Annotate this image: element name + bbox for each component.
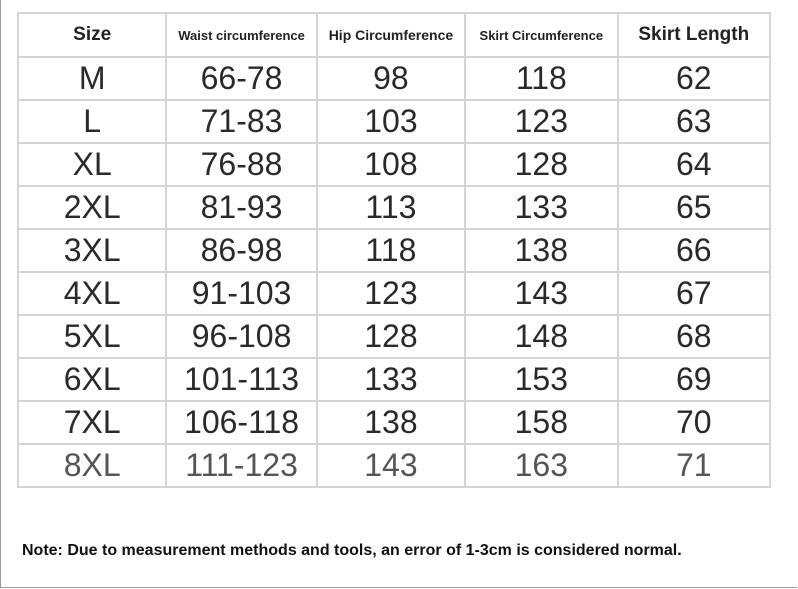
cell-waist: 91-103 xyxy=(166,272,316,315)
cell-size: 3XL xyxy=(18,229,166,272)
table-row xyxy=(18,186,770,229)
cell-size: 8XL xyxy=(18,444,166,487)
cell-waist: 111-123 xyxy=(166,444,316,487)
table-row xyxy=(18,100,770,143)
cell-skirt-circumference: 133 xyxy=(465,186,617,229)
header-skirt-length: Skirt Length xyxy=(618,13,770,57)
table-row xyxy=(18,143,770,186)
cell-size: L xyxy=(18,100,166,143)
cell-hip: 118 xyxy=(317,229,465,272)
header-hip-circumference: Hip Circumference xyxy=(317,13,465,57)
cell-hip: 123 xyxy=(317,272,465,315)
cell-waist: 76-88 xyxy=(166,143,316,186)
cell-size: 7XL xyxy=(18,401,166,444)
cell-skirt-length: 62 xyxy=(618,57,770,100)
cell-waist: 71-83 xyxy=(166,100,316,143)
cell-skirt-length: 65 xyxy=(618,186,770,229)
cell-skirt-length: 69 xyxy=(618,358,770,401)
cell-hip: 133 xyxy=(317,358,465,401)
cell-skirt-circumference: 143 xyxy=(465,272,617,315)
cell-skirt-circumference: 158 xyxy=(465,401,617,444)
cell-skirt-circumference: 118 xyxy=(465,57,617,100)
cell-skirt-length: 68 xyxy=(618,315,770,358)
cell-waist: 86-98 xyxy=(166,229,316,272)
cell-hip: 108 xyxy=(317,143,465,186)
cell-skirt-length: 66 xyxy=(618,229,770,272)
cell-size: 2XL xyxy=(18,186,166,229)
header-skirt-circumference: Skirt Circumference xyxy=(465,13,617,57)
cell-skirt-circumference: 128 xyxy=(465,143,617,186)
cell-waist: 66-78 xyxy=(166,57,316,100)
cell-waist: 106-118 xyxy=(166,401,316,444)
measurement-note: Note: Due to measurement methods and tools, an error of 1-3cm is considered normal. xyxy=(22,542,682,559)
cell-hip: 128 xyxy=(317,315,465,358)
cell-waist: 101-113 xyxy=(166,358,316,401)
cell-hip: 98 xyxy=(317,57,465,100)
table-row xyxy=(18,229,770,272)
cell-skirt-length: 71 xyxy=(618,444,770,487)
header-size: Size xyxy=(18,13,166,57)
cell-skirt-length: 67 xyxy=(618,272,770,315)
cell-waist: 96-108 xyxy=(166,315,316,358)
cell-size: 6XL xyxy=(18,358,166,401)
cell-skirt-circumference: 148 xyxy=(465,315,617,358)
cell-skirt-circumference: 163 xyxy=(465,444,617,487)
cell-skirt-length: 64 xyxy=(618,143,770,186)
cell-hip: 143 xyxy=(317,444,465,487)
size-chart-table xyxy=(17,12,771,488)
cell-waist: 81-93 xyxy=(166,186,316,229)
cell-size: 4XL xyxy=(18,272,166,315)
table-row xyxy=(18,401,770,444)
cell-skirt-circumference: 123 xyxy=(465,100,617,143)
cell-skirt-circumference: 138 xyxy=(465,229,617,272)
cell-hip: 113 xyxy=(317,186,465,229)
cell-size: 5XL xyxy=(18,315,166,358)
table-row xyxy=(18,444,770,487)
table-row xyxy=(18,358,770,401)
table-row xyxy=(18,272,770,315)
cell-skirt-circumference: 153 xyxy=(465,358,617,401)
table-row xyxy=(18,315,770,358)
cell-hip: 103 xyxy=(317,100,465,143)
cell-size: M xyxy=(18,57,166,100)
table-row xyxy=(18,57,770,100)
cell-skirt-length: 70 xyxy=(618,401,770,444)
header-waist-circumference: Waist circumference xyxy=(166,13,316,57)
cell-skirt-length: 63 xyxy=(618,100,770,143)
cell-hip: 138 xyxy=(317,401,465,444)
cell-size: XL xyxy=(18,143,166,186)
header-row xyxy=(18,13,770,57)
